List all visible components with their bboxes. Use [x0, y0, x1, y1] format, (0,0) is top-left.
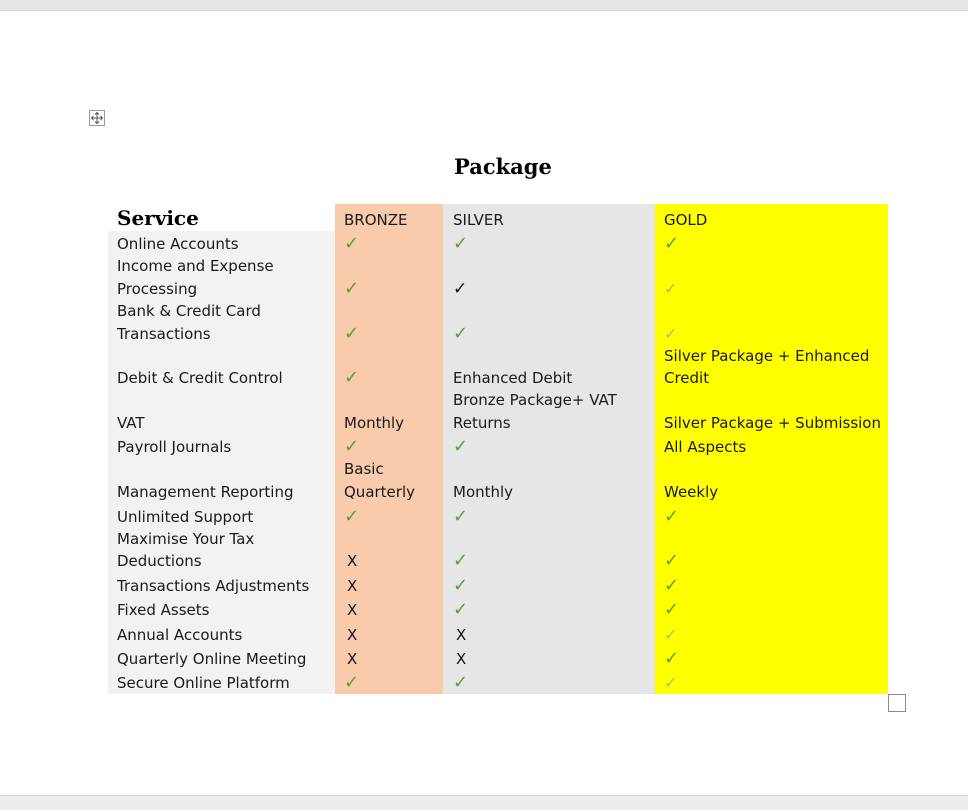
gold-header: GOLD [664, 211, 708, 229]
table-move-handle-icon[interactable] [89, 110, 105, 126]
row-label: Processing [117, 280, 198, 298]
check-icon: ✓ [664, 575, 680, 596]
row-label: VAT [117, 414, 145, 432]
row-label: Unlimited Support [117, 508, 254, 526]
row-label: Transactions Adjustments [117, 577, 310, 595]
gold-cell-text: All Aspects [664, 438, 747, 456]
row-label: Bank & Credit Card [117, 302, 261, 320]
check-icon: ✓ [344, 233, 360, 254]
check-icon: ✓ [664, 279, 678, 298]
window-top-bar [0, 0, 968, 11]
check-icon: ✓ [664, 599, 680, 620]
check-icon: ✓ [664, 233, 680, 254]
row-label: Fixed Assets [117, 601, 210, 619]
silver-column-band [443, 204, 655, 694]
row-label: Online Accounts [117, 235, 239, 253]
check-icon: ✓ [344, 367, 360, 388]
check-icon: ✓ [453, 506, 469, 527]
check-icon: ✓ [344, 436, 360, 457]
check-icon: ✓ [344, 278, 360, 299]
check-icon: ✓ [453, 233, 469, 254]
cross-icon: X [456, 626, 467, 644]
check-icon: ✓ [664, 673, 678, 692]
bronze-header: BRONZE [344, 211, 408, 229]
check-icon: ✓ [664, 625, 678, 644]
gold-cell-text: Credit [664, 369, 710, 387]
check-icon: ✓ [453, 672, 469, 693]
silver-header: SILVER [453, 211, 504, 229]
gold-cell-text: Weekly [664, 483, 719, 501]
gold-cell-text: Silver Package + Submission [664, 414, 881, 432]
cross-icon: X [456, 650, 467, 668]
cross-icon: X [347, 577, 358, 595]
check-icon: ✓ [664, 506, 680, 527]
row-label: Quarterly Online Meeting [117, 650, 307, 668]
row-label: Secure Online Platform [117, 674, 290, 692]
cross-icon: X [347, 650, 358, 668]
check-icon: ✓ [453, 279, 468, 299]
cross-icon: X [347, 552, 358, 570]
row-label: Transactions [117, 325, 211, 343]
row-label: Annual Accounts [117, 626, 243, 644]
check-icon: ✓ [453, 575, 469, 596]
window-bottom-bar [0, 795, 968, 810]
silver-cell-text: Bronze Package+ VAT [453, 391, 617, 409]
check-icon: ✓ [453, 550, 469, 571]
table-resize-handle[interactable] [888, 694, 906, 712]
row-label: Income and Expense [117, 257, 274, 275]
row-label: Debit & Credit Control [117, 369, 283, 387]
bronze-cell-text: Basic [344, 460, 384, 478]
row-label: Management Reporting [117, 483, 294, 501]
row-label: Maximise Your Tax [117, 530, 255, 548]
check-icon: ✓ [344, 323, 360, 344]
silver-cell-text: Returns [453, 414, 511, 432]
check-icon: ✓ [664, 648, 680, 669]
service-header: Service [117, 206, 199, 230]
gold-cell-text: Silver Package + Enhanced [664, 347, 870, 365]
check-icon: ✓ [453, 599, 469, 620]
check-icon: ✓ [344, 672, 360, 693]
check-icon: ✓ [664, 324, 678, 343]
cross-icon: X [347, 626, 358, 644]
row-label: Payroll Journals [117, 438, 232, 456]
bronze-cell-text: Monthly [344, 414, 405, 432]
cross-icon: X [347, 601, 358, 619]
check-icon: ✓ [344, 506, 360, 527]
row-label: Deductions [117, 552, 202, 570]
silver-cell-text: Enhanced Debit [453, 369, 573, 387]
check-icon: ✓ [664, 550, 680, 571]
check-icon: ✓ [453, 323, 469, 344]
package-title: Package [454, 154, 552, 179]
check-icon: ✓ [453, 436, 469, 457]
silver-cell-text: Monthly [453, 483, 514, 501]
bronze-cell-text: Quarterly [344, 483, 415, 501]
